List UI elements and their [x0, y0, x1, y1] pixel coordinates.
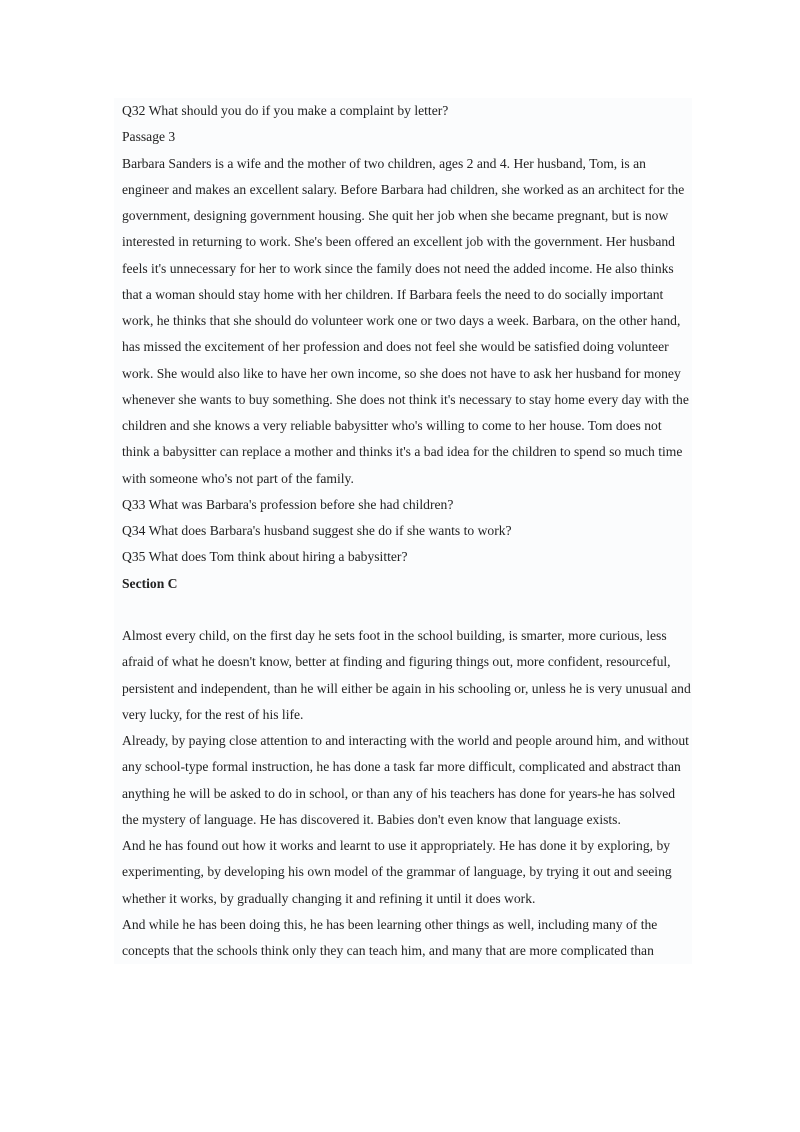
- document-body: [114, 98, 692, 964]
- section-c-paragraph: And while he has been doing this, he has been learning other things as well, including many of the concepts that the schools think only they can teach him, and many that are more complicated than: [122, 916, 658, 958]
- question-32: Q32 What should you do if you make a complaint by letter?: [122, 103, 449, 118]
- section-c-paragraph: Already, by paying close attention to and interacting with the world and people around him, and without any school-type formal instruction, he has done a task far more difficult, complicated and abstract than anything he will be asked to do in school, or than any of his teachers has done for years-he has solved the mystery of language. He has discovered it. Babies don't even know that language exists.: [122, 733, 689, 827]
- question-34: Q34 What does Barbara's husband suggest she do if she wants to work?: [122, 523, 512, 538]
- blank-line: [122, 597, 692, 623]
- passage-3-title: Passage 3: [122, 129, 176, 145]
- question-33: Q33 What was Barbara's profession before she had children?: [122, 496, 454, 512]
- passage-3-text: Barbara Sanders is a wife and the mother of two children, ages 2 and 4. Her husband, Tom, is an engineer and makes an excellent salary. Before Barbara had children, she worked as an architect for the government, designing government housing. She quit her job when she became pregnant, but is now interested in returning to work. She's been offered an excellent job with the government. Her husband feels it's unnecessary for her to work since the family does not need the added income. He also thinks that a woman should stay home with her children. If Barbara feels the need to do socially important work, he thinks that she should do volunteer work one or two days a week. Barbara, on the other hand, has missed the excitement of her profession and does not feel she would be satisfied doing volunteer work. She would also like to have her own income, so she does not have to ask her husband for money whenever she wants to buy something. She does not think it's necessary to stay home every day with the children and she knows a very reliable babysitter who's willing to come to her house. Tom does not think a babysitter can replace a mother and thinks it's a bad idea for the children to spend so much time with someone who's not part of the family.: [122, 155, 689, 486]
- section-c-paragraph: And he has found out how it works and learnt to use it appropriately. He has done it by exploring, by experimenting, by developing his own model of the grammar of language, by trying it out and seeing whether it works, by gradually changing it and refining it until it does work.: [122, 838, 672, 906]
- section-c-paragraph: Almost every child, on the first day he sets foot in the school building, is smarter, more curious, less afraid of what he doesn't know, better at finding and figuring things out, more confident, resourceful, persistent and independent, than he will either be again in his schooling or, unless he is very unusual and very lucky, for the rest of his life.: [122, 628, 691, 722]
- section-c-heading: Section C: [122, 575, 178, 591]
- question-35: Q35 What does Tom think about hiring a babysitter?: [122, 549, 408, 565]
